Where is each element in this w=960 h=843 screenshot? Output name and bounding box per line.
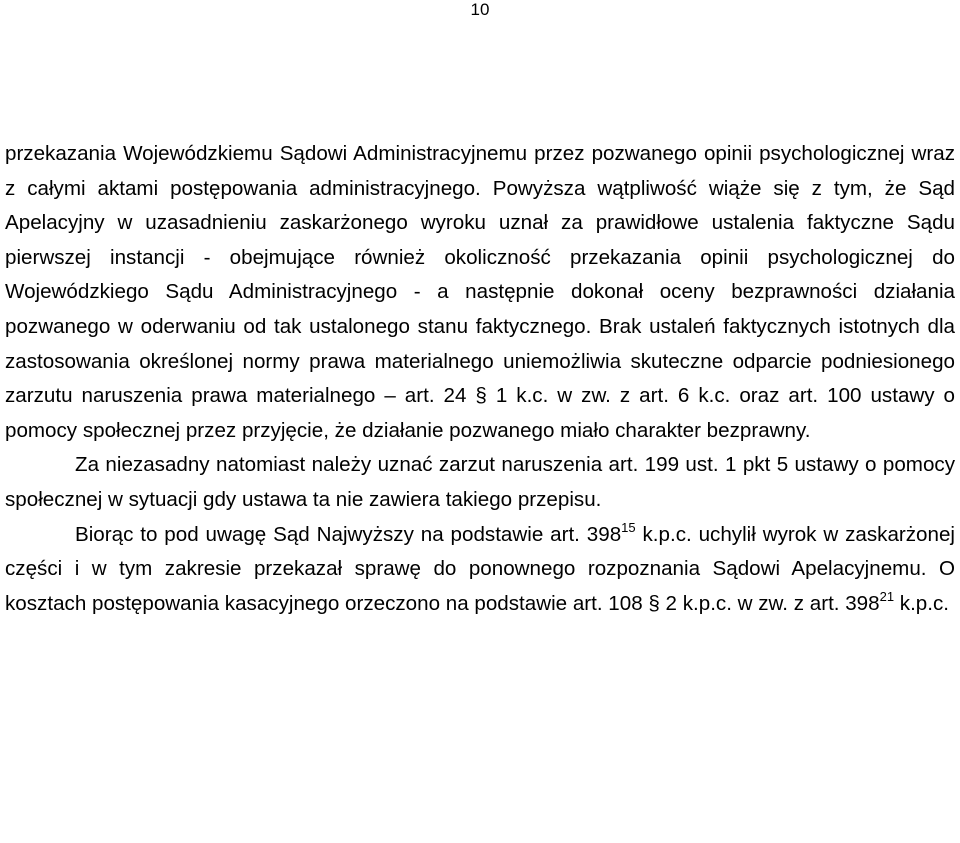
paragraph-2 [5, 448, 955, 517]
text-run: Biorąc to pod uwagę Sąd Najwyższy na podstawie art. 398 [75, 522, 622, 546]
superscript-article-suffix: 15 [621, 519, 636, 535]
superscript-article-suffix: 21 [879, 588, 895, 604]
text-run: Za niezasadny natomiast należy uznać zarzut naruszenia art. 199 ust. 1 pkt 5 ustawy o pomocy społecznej w sytuacji gdy ustawa ta nie zawiera takiego przepisu. [5, 453, 955, 511]
page-number: 10 [470, 0, 490, 19]
text-run: k.p.c. [894, 591, 949, 615]
text-run: przekazania Wojewódzkiemu Sądowi Administracyjnemu przez pozwanego opinii psychologicznej wraz z całymi aktami postępowania administracyjnego. Powyższa wątpliwość wiąże się z tym, że Sąd Apelacyjny w uzasadnieniu zaskarżonego wyroku uznał za prawidłowe ustalenia faktyczne Sądu pierwszej instancji - obejmujące również okoliczność przekazania opinii psychologicznej do Wojewódzkiego Sądu Administracyjnego - a następnie dokonał oceny bezprawności działania pozwanego w oderwaniu od tak ustalonego stanu faktycznego. Brak ustaleń faktycznych istotnych dla zastosowania określonej normy prawa materialnego uniemożliwia skuteczne odparcie podniesionego zarzutu naruszenia prawa materialnego – art. 24 § 1 k.c. w zw. z art. 6 k.c. oraz art. 100 ustawy o pomocy społecznej przez przyjęcie, że działanie pozwanego miało charakter bezprawny. [5, 142, 955, 442]
document-body [5, 137, 955, 621]
paragraph-3 [5, 518, 955, 622]
text-run: k.p.c. uchylił wyrok w zaskarżonej części i w tym zakresie przekazał sprawę do ponownego rozpoznania Sądowi Apelacyjnemu. O kosztach postępowania kasacyjnego orzeczono na podstawie art. 108 § 2 k.p.c. w zw. z art. 398 [5, 522, 955, 615]
paragraph-1 [5, 137, 955, 448]
